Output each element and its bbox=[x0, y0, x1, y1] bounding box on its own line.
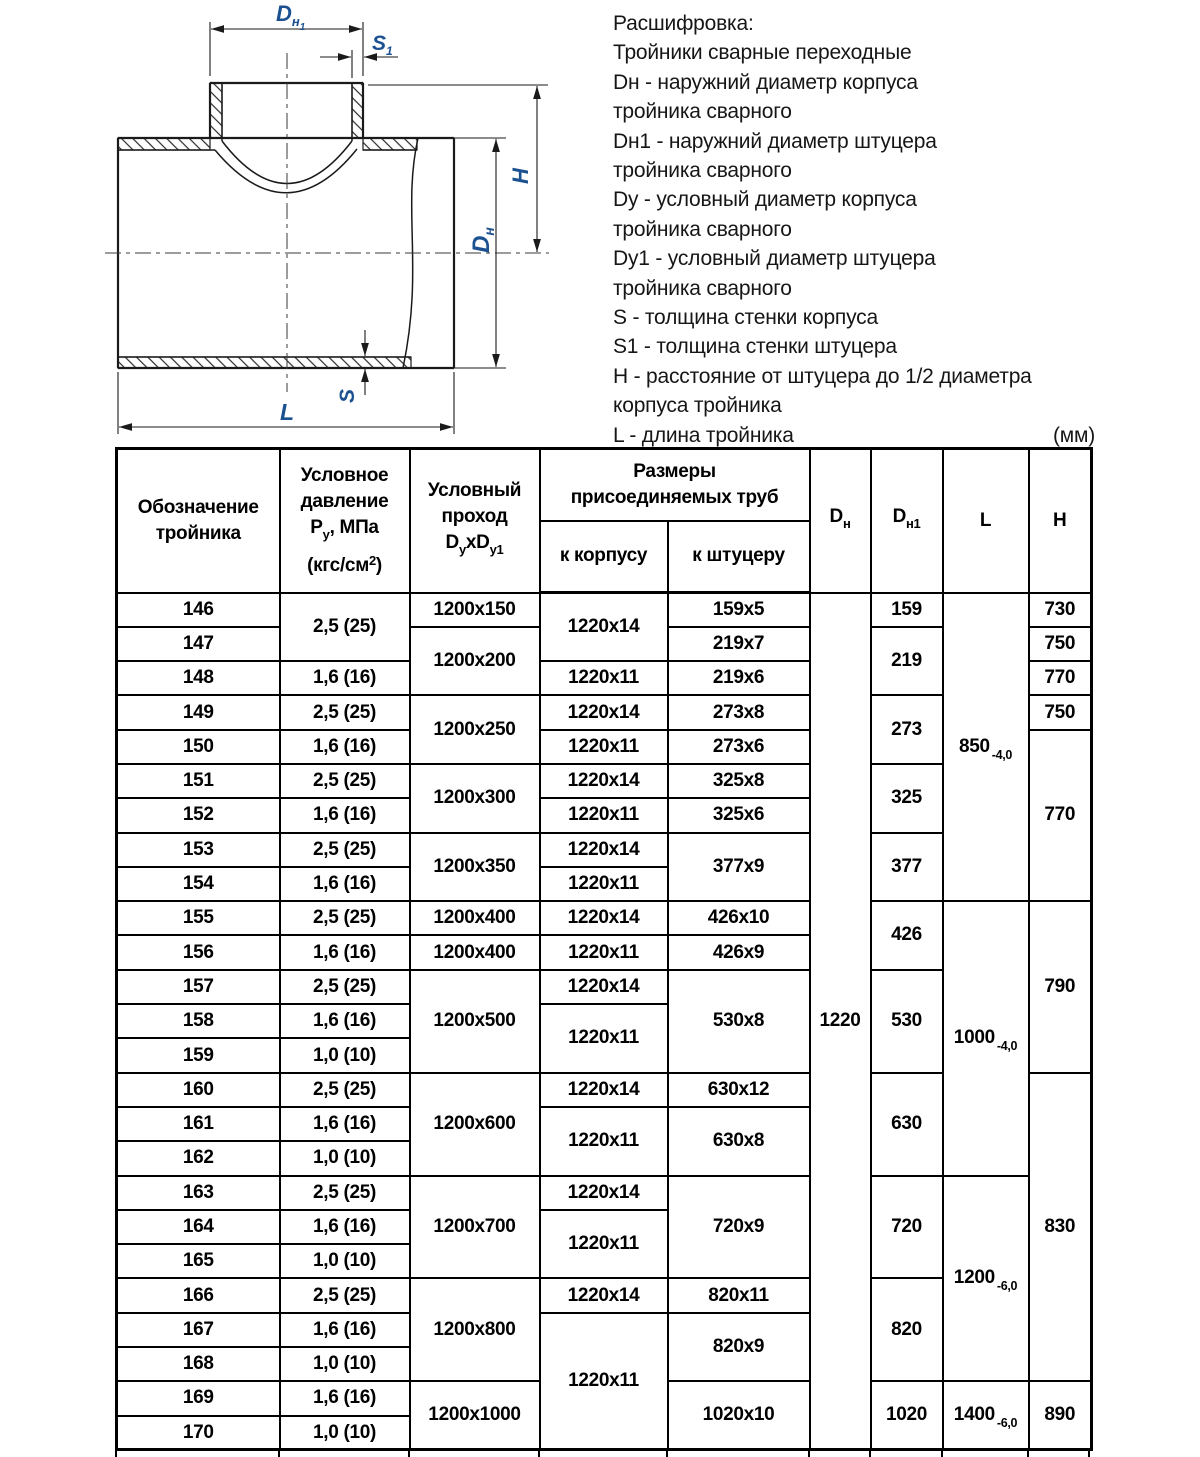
legend-line: H - расстояние от штуцера до 1/2 диаметра bbox=[613, 364, 1032, 388]
tolerance-subscript: -6,0 bbox=[996, 1279, 1018, 1294]
table-cell: 1220x14 bbox=[540, 695, 668, 729]
legend-line-units bbox=[613, 421, 1095, 450]
table-cell: 1,6 (16) bbox=[280, 661, 410, 695]
header-nominal-bore: Условный проход $D_yxD_{y1}$ bbox=[410, 449, 540, 593]
legend-line: L - длина тройника bbox=[613, 423, 794, 447]
tolerance-subscript: -6,0 bbox=[996, 1416, 1018, 1431]
table-cell: 1200x600 bbox=[410, 1073, 540, 1176]
table-cell: 163 bbox=[117, 1176, 280, 1210]
table-cell: 2,5 (25) bbox=[280, 970, 410, 1004]
table-cell: 1,0 (10) bbox=[280, 1416, 410, 1450]
table-cell: 530 bbox=[871, 970, 943, 1073]
table-cell: 1200x500 bbox=[410, 970, 540, 1073]
tee-dimensions-table bbox=[115, 447, 1093, 1451]
label-h: H bbox=[508, 168, 533, 184]
table-cell: 2,5 (25) bbox=[280, 593, 410, 662]
table-cell: 1220x11 bbox=[540, 1313, 668, 1450]
table-cell: 1220x11 bbox=[540, 867, 668, 901]
table-cell: 165 bbox=[117, 1244, 280, 1278]
table-cell: 167 bbox=[117, 1313, 280, 1347]
header-dn: $D_н$ bbox=[810, 449, 871, 593]
cropped-border-stub bbox=[869, 1451, 871, 1457]
table-cell: 850 $_{-4,0}$ bbox=[943, 593, 1029, 902]
table-row bbox=[117, 593, 1092, 627]
table-cell: 148 bbox=[117, 661, 280, 695]
label-dn1: $D_н1$ bbox=[276, 1, 306, 33]
table-cell: 155 bbox=[117, 901, 280, 935]
table-cell: 2,5 (25) bbox=[280, 901, 410, 935]
legend-line: S1 - толщина стенки штуцера bbox=[613, 335, 897, 359]
table-cell: 219x6 bbox=[668, 661, 810, 695]
table-cell: 1220x11 bbox=[540, 935, 668, 969]
table-cell: 770 bbox=[1029, 661, 1092, 695]
header-l: L bbox=[943, 449, 1029, 593]
header-h: H bbox=[1029, 449, 1092, 593]
table-cell: 1200x250 bbox=[410, 695, 540, 764]
table-cell: 1,0 (10) bbox=[280, 1141, 410, 1175]
table-cell: 219x7 bbox=[668, 627, 810, 661]
legend-line: корпуса тройника bbox=[613, 394, 782, 418]
table-cell: 377x9 bbox=[668, 833, 810, 902]
table-cell: 1220x11 bbox=[540, 798, 668, 832]
branch-wall-left bbox=[210, 83, 222, 138]
table-cell: 2,5 (25) bbox=[280, 1073, 410, 1107]
table-cell: 1220x11 bbox=[540, 730, 668, 764]
table-cell: 1220x14 bbox=[540, 593, 668, 662]
cropped-border-stub bbox=[538, 1451, 540, 1457]
table-cell: 2,5 (25) bbox=[280, 695, 410, 729]
table-bottom-crop bbox=[0, 1451, 1200, 1457]
table-cell: 147 bbox=[117, 627, 280, 661]
table-cell: 770 bbox=[1029, 730, 1092, 901]
table-cell: 1,6 (16) bbox=[280, 1381, 410, 1415]
table-cell: 161 bbox=[117, 1107, 280, 1141]
table-cell: 1200x400 bbox=[410, 901, 540, 935]
table-cell: 152 bbox=[117, 798, 280, 832]
table-cell: 630x8 bbox=[668, 1107, 810, 1176]
table-cell: 2,5 (25) bbox=[280, 764, 410, 798]
hatched-walls bbox=[118, 83, 417, 368]
table-cell: 1220x14 bbox=[540, 1176, 668, 1210]
tolerance-subscript: -4,0 bbox=[996, 1039, 1018, 1054]
table-cell: 1220x14 bbox=[540, 1073, 668, 1107]
table-cell: 426x9 bbox=[668, 935, 810, 969]
table-cell: 377 bbox=[871, 833, 943, 902]
table-cell: 1200x700 bbox=[410, 1176, 540, 1279]
table-cell: 325 bbox=[871, 764, 943, 833]
table-cell: 1200x800 bbox=[410, 1278, 540, 1381]
table-cell: 426 bbox=[871, 901, 943, 970]
table-header bbox=[117, 449, 1092, 593]
table-cell: 1,0 (10) bbox=[280, 1038, 410, 1072]
cropped-border-stub bbox=[278, 1451, 280, 1457]
legend-line: S - толщина стенки корпуса bbox=[613, 306, 878, 330]
tee-technical-drawing bbox=[90, 0, 610, 445]
legend-line: Dy - условный диаметр корпуса bbox=[613, 188, 917, 212]
table-cell: 159 bbox=[117, 1038, 280, 1072]
legend-line: тройника сварного bbox=[613, 100, 792, 124]
table-cell: 151 bbox=[117, 764, 280, 798]
table-row bbox=[117, 901, 1092, 935]
table-cell: 273x8 bbox=[668, 695, 810, 729]
table-cell: 1200x1000 bbox=[410, 1381, 540, 1450]
table-cell: 1020x10 bbox=[668, 1381, 810, 1450]
table-cell: 820x9 bbox=[668, 1313, 810, 1382]
table-cell: 154 bbox=[117, 867, 280, 901]
table-cell: 149 bbox=[117, 695, 280, 729]
table-cell: 162 bbox=[117, 1141, 280, 1175]
table-cell: 1,0 (10) bbox=[280, 1347, 410, 1381]
table-cell: 2,5 (25) bbox=[280, 1176, 410, 1210]
table-cell: 160 bbox=[117, 1073, 280, 1107]
table-cell: 1220 bbox=[810, 593, 871, 1450]
table-cell: 1200x350 bbox=[410, 833, 540, 902]
cropped-border-stub bbox=[666, 1451, 668, 1457]
table-cell: 157 bbox=[117, 970, 280, 1004]
table-cell: 273x6 bbox=[668, 730, 810, 764]
table-cell: 730 bbox=[1029, 593, 1092, 627]
table-cell: 1200x400 bbox=[410, 935, 540, 969]
table-cell: 830 bbox=[1029, 1073, 1092, 1382]
pipe-inner-lines bbox=[118, 83, 418, 368]
table-cell: 1,0 (10) bbox=[280, 1244, 410, 1278]
table-cell: 720x9 bbox=[668, 1176, 810, 1279]
cropped-border-stub bbox=[808, 1451, 810, 1457]
branch-wall-right bbox=[352, 83, 363, 138]
table-cell: 1220x11 bbox=[540, 1107, 668, 1176]
table-cell: 630 bbox=[871, 1073, 943, 1176]
table-cell: 273 bbox=[871, 695, 943, 764]
table-cell: 1200x300 bbox=[410, 764, 540, 833]
legend bbox=[613, 9, 1095, 450]
table-cell: 1220x14 bbox=[540, 970, 668, 1004]
table-cell: 219 bbox=[871, 627, 943, 696]
table-cell: 1,6 (16) bbox=[280, 798, 410, 832]
table-cell: 166 bbox=[117, 1278, 280, 1312]
table-cell: 2,5 (25) bbox=[280, 833, 410, 867]
legend-title: Расшифровка: bbox=[613, 12, 754, 35]
table-cell: 325x6 bbox=[668, 798, 810, 832]
table-cell: 169 bbox=[117, 1381, 280, 1415]
table-cell: 1220x14 bbox=[540, 764, 668, 798]
table-cell: 2,5 (25) bbox=[280, 1278, 410, 1312]
table-cell: 1,6 (16) bbox=[280, 1210, 410, 1244]
header-to-body: к корпусу bbox=[540, 521, 668, 593]
table-cell: 1400 $_{-6,0}$ bbox=[943, 1381, 1029, 1450]
table-cell: 159x5 bbox=[668, 593, 810, 627]
pipe-top-wall-right bbox=[363, 138, 417, 150]
label-dn: $D_н$ bbox=[468, 227, 497, 253]
pipe-top-wall-left bbox=[118, 138, 210, 150]
table-cell: 790 bbox=[1029, 901, 1092, 1072]
header-pressure: Условное давление $P_у$, МПа $(кгс/см^2)$ bbox=[280, 449, 410, 593]
label-s: S bbox=[336, 388, 359, 404]
cropped-border-stub bbox=[115, 1451, 117, 1457]
legend-line: Dн1 - наружний диаметр штуцера bbox=[613, 129, 937, 153]
table-cell: 1200 $_{-6,0}$ bbox=[943, 1176, 1029, 1382]
table-cell: 153 bbox=[117, 833, 280, 867]
cropped-border-stub bbox=[941, 1451, 943, 1457]
centerlines bbox=[105, 53, 549, 392]
table-cell: 426x10 bbox=[668, 901, 810, 935]
table-cell: 159 bbox=[871, 593, 943, 627]
table-cell: 146 bbox=[117, 593, 280, 627]
table-cell: 1200x150 bbox=[410, 593, 540, 627]
label-l: L bbox=[279, 399, 295, 425]
table-cell: 325x8 bbox=[668, 764, 810, 798]
units-note: (мм) bbox=[1052, 423, 1095, 447]
table-cell: 1,6 (16) bbox=[280, 1107, 410, 1141]
table-cell: 168 bbox=[117, 1347, 280, 1381]
header-connected-pipes-group: Размеры присоединяемых труб bbox=[540, 449, 810, 521]
table-cell: 820x11 bbox=[668, 1278, 810, 1312]
pipe-outline bbox=[118, 83, 454, 368]
table-cell: 720 bbox=[871, 1176, 943, 1279]
cropped-border-stub bbox=[408, 1451, 410, 1457]
saddle-curve-outer bbox=[215, 149, 357, 193]
table-body bbox=[117, 593, 1092, 1450]
table-cell: 158 bbox=[117, 1004, 280, 1038]
table-cell: 530x8 bbox=[668, 970, 810, 1073]
table-cell: 1220x14 bbox=[540, 901, 668, 935]
label-s1: $S_1$ bbox=[372, 32, 393, 58]
legend-line: тройника сварного bbox=[613, 276, 792, 300]
table-row bbox=[117, 1176, 1092, 1210]
header-dn1: $D_{н1}$ bbox=[871, 449, 943, 593]
legend-line: Тройники сварные переходные bbox=[613, 41, 912, 65]
table-cell: 1220x11 bbox=[540, 661, 668, 695]
table-cell: 1220x14 bbox=[540, 833, 668, 867]
table-cell: 1020 bbox=[871, 1381, 943, 1450]
header-designation: Обозначение тройника bbox=[117, 449, 280, 593]
table-cell: 1000 $_{-4,0}$ bbox=[943, 901, 1029, 1175]
table-cell: 750 bbox=[1029, 695, 1092, 729]
table-cell: 1,6 (16) bbox=[280, 730, 410, 764]
cropped-border-stub bbox=[1027, 1451, 1029, 1457]
table-cell: 1200x200 bbox=[410, 627, 540, 696]
cropped-border-stub bbox=[1088, 1451, 1090, 1457]
legend-line: тройника сварного bbox=[613, 217, 792, 241]
table-cell: 156 bbox=[117, 935, 280, 969]
table-cell: 1220x14 bbox=[540, 1278, 668, 1312]
table-cell: 1220x11 bbox=[540, 1210, 668, 1279]
legend-line: Dн - наружний диаметр корпуса bbox=[613, 70, 918, 94]
table-cell: 164 bbox=[117, 1210, 280, 1244]
table-cell: 170 bbox=[117, 1416, 280, 1450]
table-cell: 1,6 (16) bbox=[280, 867, 410, 901]
table-cell: 890 bbox=[1029, 1381, 1092, 1450]
table-cell: 1,6 (16) bbox=[280, 1313, 410, 1347]
pipe-bottom-wall bbox=[118, 357, 411, 368]
table-cell: 1,6 (16) bbox=[280, 1004, 410, 1038]
tolerance-subscript: -4,0 bbox=[991, 747, 1013, 762]
header-to-branch: к штуцеру bbox=[668, 521, 810, 593]
legend-line: тройника сварного bbox=[613, 159, 792, 183]
table-cell: 1220x11 bbox=[540, 1004, 668, 1073]
table-cell: 750 bbox=[1029, 627, 1092, 661]
table-cell: 820 bbox=[871, 1278, 943, 1381]
table-cell: 630x12 bbox=[668, 1073, 810, 1107]
table-cell: 1,6 (16) bbox=[280, 935, 410, 969]
table-cell: 150 bbox=[117, 730, 280, 764]
legend-line: Dy1 - условный диаметр штуцера bbox=[613, 247, 936, 271]
